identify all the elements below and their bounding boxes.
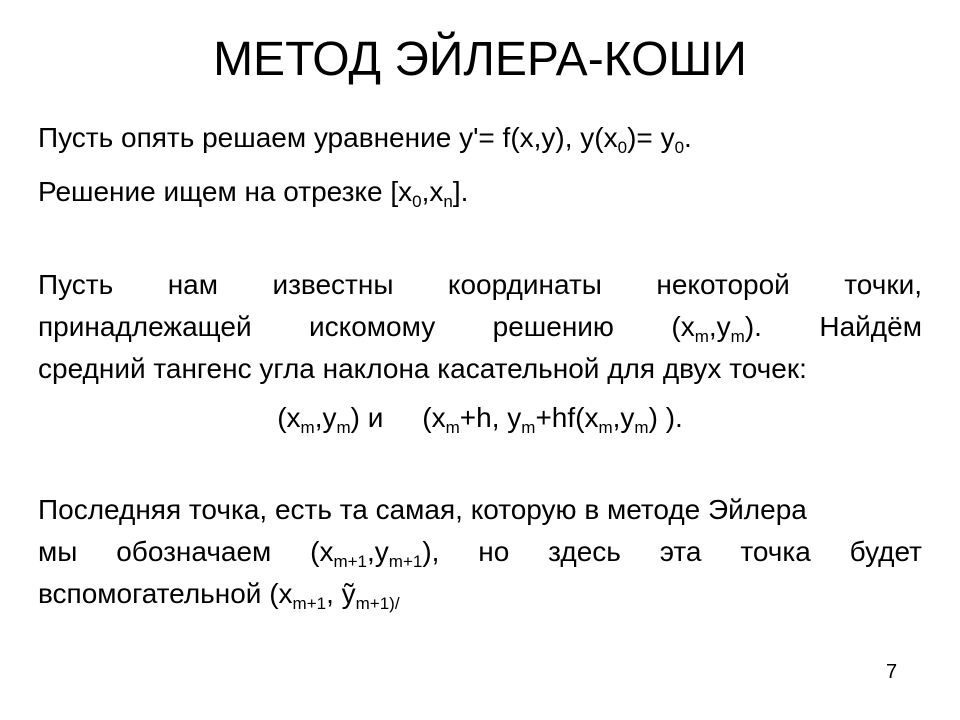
page-number: 7 bbox=[886, 661, 898, 683]
word: координаты bbox=[447, 269, 602, 300]
point-xm-ym: $(x_m,y_m)$. bbox=[671, 311, 762, 346]
word: искомому bbox=[309, 311, 436, 342]
word: Пусть bbox=[38, 269, 114, 300]
paragraph3-line2 bbox=[38, 535, 922, 569]
word: точки, bbox=[844, 269, 922, 300]
word: точка bbox=[740, 536, 811, 567]
word: мы bbox=[38, 536, 78, 567]
word: будет bbox=[849, 536, 922, 567]
slide-title: МЕТОД ЭЙЛЕРА-КОШИ bbox=[213, 33, 747, 86]
word: обозначаем bbox=[116, 536, 272, 567]
word: Найдём bbox=[819, 311, 922, 342]
point-xm1-ym1: $(x_{m+1},y_{m+1})$, bbox=[310, 536, 440, 571]
paragraph3-line1: Последняя точка, есть та самая, которую в методе Эйлера bbox=[38, 494, 807, 525]
paragraph2-line3: средний тангенс угла наклона касательной для двух точек: bbox=[38, 353, 807, 384]
equation-statement-line: Пусть опять решаем уравнение y'= f(x,y), $y(x_0)= y_0$. bbox=[38, 122, 692, 157]
word: принадлежащей bbox=[38, 311, 252, 342]
paragraph2-line2 bbox=[38, 310, 922, 344]
word: нам bbox=[167, 269, 218, 300]
interval-line: Решение ищем на отрезке $[x_0,x_n]$. bbox=[38, 176, 469, 211]
word: известны bbox=[272, 269, 394, 300]
paragraph2-line1 bbox=[38, 268, 922, 302]
word: решению bbox=[492, 311, 614, 342]
word: здесь bbox=[548, 536, 621, 567]
paragraph3-line3: вспомогательной ($x_{m+1}$, ỹ$_{m+1)/}$ bbox=[38, 578, 400, 613]
word: но bbox=[478, 536, 510, 567]
word: некоторой bbox=[656, 269, 790, 300]
two-points-formula: $(x_m,y_m)$ и ($x_m+h$, $y_m+hf(x_m,y_m)$ ). bbox=[277, 402, 683, 437]
word: эта bbox=[659, 536, 702, 567]
